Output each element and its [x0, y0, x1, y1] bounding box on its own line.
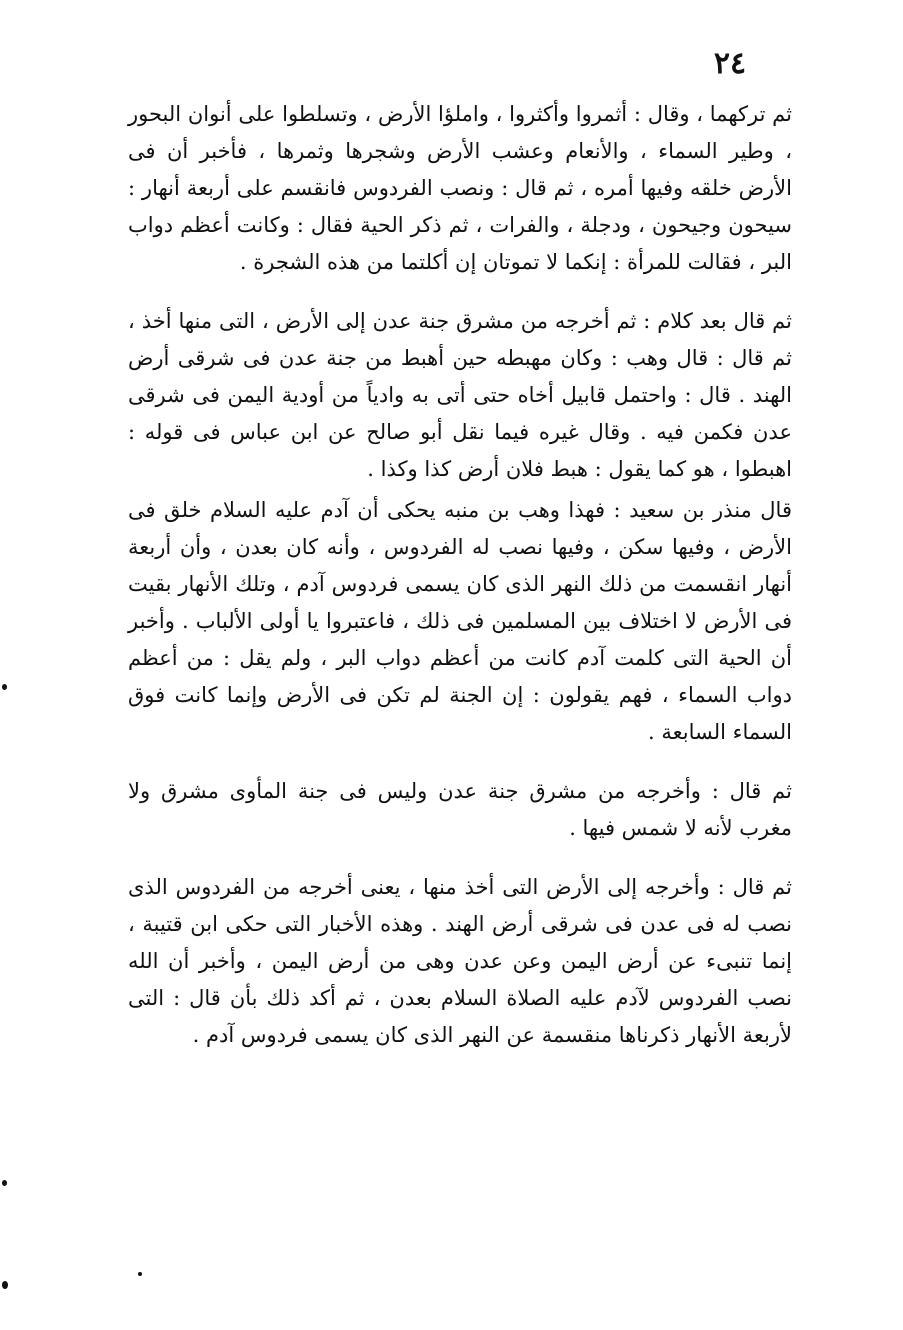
paragraph-2: ثم قال بعد كلام : ثم أخرجه من مشرق جنة عدن إلى الأرض ، التى منها أخذ ، ثم قال : قال وهب : وكان مهبطه حين أهبط من جنة عدن فى شرقى أرض الهند . قال : واحتمل قابيل أخاه حتى أتى به وادياً من أودية اليمن فى شرقى عدن فكمن فيه . وقال غيره فيما نقل أبو صالح عن ابن عباس فى قوله : اهبطوا ، هو كما يقول : هبط فلان أرض كذا وكذا . [128, 309, 792, 481]
scan-speck [2, 684, 7, 690]
paragraph-3: قال منذر بن سعيد : فهذا وهب بن منبه يحكى أن آدم عليه السلام خلق فى الأرض ، وفيها سكن ، وفيها نصب له الفردوس ، وأنه كان بعدن ، وأن أربعة أنهار انقسمت من ذلك النهر الذى كان يسمى فردوس آدم ، وتلك الأنهار بقيت فى الأرض لا اختلاف بين المسلمين فى ذلك ، فاعتبروا يا أولى الألباب . وأخبر أن الحية التى كلمت آدم كانت من أعظم دواب البر ، ولم يقل : من أعظم دواب السماء ، فهم يقولون : إن الجنة لم تكن فى الأرض وإنما كانت فوق السماء السابعة . [128, 498, 792, 744]
paragraph-1: ثم تركهما ، وقال : أثمروا وأكثروا ، واملؤا الأرض ، وتسلطوا على أنوان البحور ، وطير السماء ، والأنعام وعشب الأرض وشجرها وثمرها ، فأخبر أن فى الأرض خلقه وفيها أمره ، ثم قال : ونصب الفردوس فانقسم على أربعة أنهار : سيحون وجيحون ، ودجلة ، والفرات ، ثم ذكر الحية فقال : وكانت أعظم دواب البر ، فقالت للمرأة : إنكما لا تموتان إن أكلتما من هذه الشجرة . [128, 102, 792, 274]
scan-speck [138, 1272, 142, 1276]
paragraph-4: ثم قال : وأخرجه من مشرق جنة عدن وليس فى جنة المأوى مشرق ولا مغرب لأنه لا شمس فيها . [128, 779, 792, 840]
paragraph-5: ثم قال : وأخرجه إلى الأرض التى أخذ منها ، يعنى أخرجه من الفردوس الذى نصب له فى عدن فى شرقى أرض الهند . وهذه الأخبار التى حكى ابن قتيبة ، إنما تنبىء عن أرض اليمن وعن عدن وهى من أرض اليمن ، وأخبر أن الله نصب الفردوس لآدم عليه الصلاة السلام بعدن ، ثم أكد ذلك بأن قال : التى لأربعة الأنهار ذكرناها منقسمة عن النهر الذى كان يسمى فردوس آدم . [128, 875, 792, 1047]
scan-speck [2, 1180, 7, 1186]
scan-speck [2, 1281, 8, 1289]
page-body [128, 96, 792, 1054]
page-number: ٢٤ [713, 46, 747, 81]
